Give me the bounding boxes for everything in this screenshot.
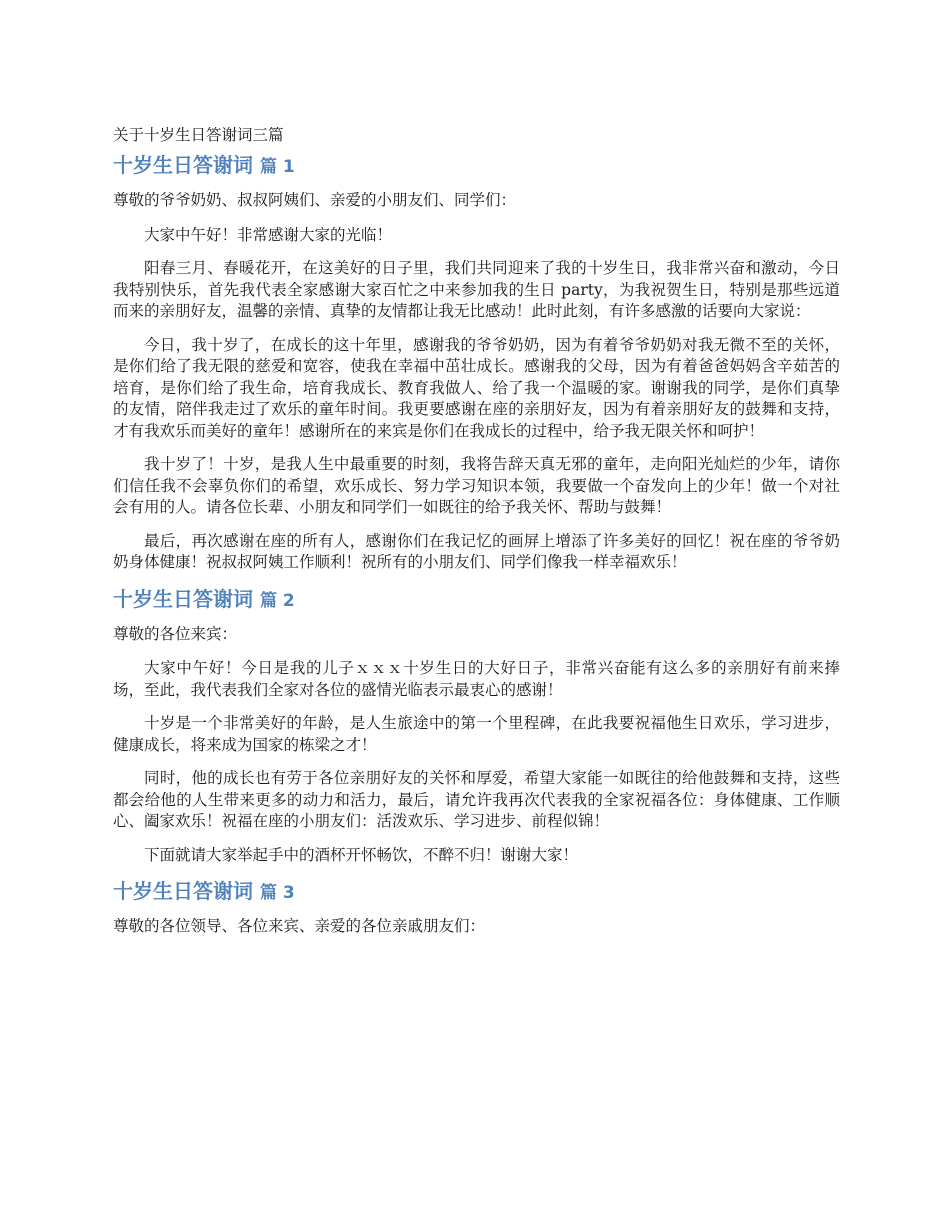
salutation: 尊敬的各位领导、各位来宾、亲爱的各位亲戚朋友们： — [113, 917, 486, 935]
section-heading-text: 十岁生日答谢词 — [113, 879, 253, 903]
salutation: 尊敬的各位来宾： — [113, 624, 238, 643]
document-page — [113, 124, 840, 951]
paragraph: 今日，我十岁了，在成长的这十年里，感谢我的爷爷奶奶，因为有着爷爷奶奶对我无微不至的关怀，是你们给了我无限的慈爱和宽容，使我在幸福中茁壮成长。感谢我的父母，因为有着爸爸妈妈含辛茹苦的培育，是你们给了我生命，培育我成长、教育我做人、给了我一个温暖的家。谢谢我的同学，是你们真挚的友情，陪伴我走过了欢乐的童年时间。我更要感谢在座的亲朋好友，因为有着亲朋好友的鼓舞和支持，才有我欢乐而美好的童年！感谢所在的来宾是你们在我成长的过程中，给予我无限关怀和呵护！ — [113, 335, 840, 440]
paragraph: 同时，他的成长也有劳于各位亲朋好友的关怀和厚爱，希望大家能一如既往的给他鼓舞和支持，这些都会给他的人生带来更多的动力和活力，最后，请允许我再次代表我的全家祝福各位：身体健康、工作顺心、阖家欢乐！祝福在座的小朋友们：活泼欢乐、学习进步、前程似锦！ — [113, 769, 840, 830]
document-title: 关于十岁生日答谢词三篇 — [113, 126, 284, 144]
section-heading-number: 篇 2 — [259, 590, 295, 611]
section-2 — [113, 586, 840, 867]
section-heading — [113, 152, 840, 180]
section-heading-number: 篇 3 — [259, 883, 295, 903]
section-1 — [113, 152, 840, 574]
salutation: 尊敬的爷爷奶奶、叔叔阿姨们、亲爱的小朋友们、同学们： — [113, 191, 517, 209]
section-heading — [113, 878, 840, 906]
paragraph: 阳春三月、春暖花开，在这美好的日子里，我们共同迎来了我的十岁生日，我非常兴奋和激动，今日我特别快乐，首先我代表全家感谢大家百忙之中来参加我的生日 party，为我祝贺生日，特别是那些远道而来的亲朋好友，温馨的亲情、真挚的友情都让我无比感动！此时此刻，有许多感激的话要向大家说： — [113, 259, 840, 320]
paragraph: 下面就请大家举起手中的酒杯开怀畅饮，不醉不归！谢谢大家！ — [144, 845, 579, 864]
paragraph: 大家中午好！今日是我的儿子ｘｘｘ十岁生日的大好日子，非常兴奋能有这么多的亲朋好有前来捧场，至此，我代表我们全家对各位的盛情光临表示最衷心的感谢！ — [113, 659, 840, 699]
paragraph: 最后，再次感谢在座的所有人，感谢你们在我记忆的画屏上增添了许多美好的回忆！祝在座的爷爷奶奶身体健康！祝叔叔阿姨工作顺利！祝所有的小朋友们、同学们像我一样幸福欢乐！ — [113, 531, 840, 571]
section-heading — [113, 586, 840, 614]
section-3 — [113, 878, 840, 938]
paragraph: 我十岁了！十岁，是我人生中最重要的时刻，我将告辞天真无邪的童年，走向阳光灿烂的少年，请你们信任我不会辜负你们的希望，欢乐成长、努力学习知识本领，我要做一个奋发向上的少年！做一个对社会有用的人。请各位长辈、小朋友和同学们一如既往的给予我关怀、帮助与鼓舞！ — [113, 455, 840, 516]
section-heading-text: 十岁生日答谢词 — [113, 153, 253, 177]
section-heading-text: 十岁生日答谢词 — [113, 586, 253, 611]
paragraph: 十岁是一个非常美好的年龄，是人生旅途中的第一个里程碑，在此我要祝福他生日欢乐，学习进步，健康成长，将来成为国家的栋梁之才！ — [113, 714, 840, 754]
paragraph: 大家中午好！非常感谢大家的光临！ — [144, 225, 393, 244]
section-heading-number: 篇 1 — [259, 157, 295, 177]
